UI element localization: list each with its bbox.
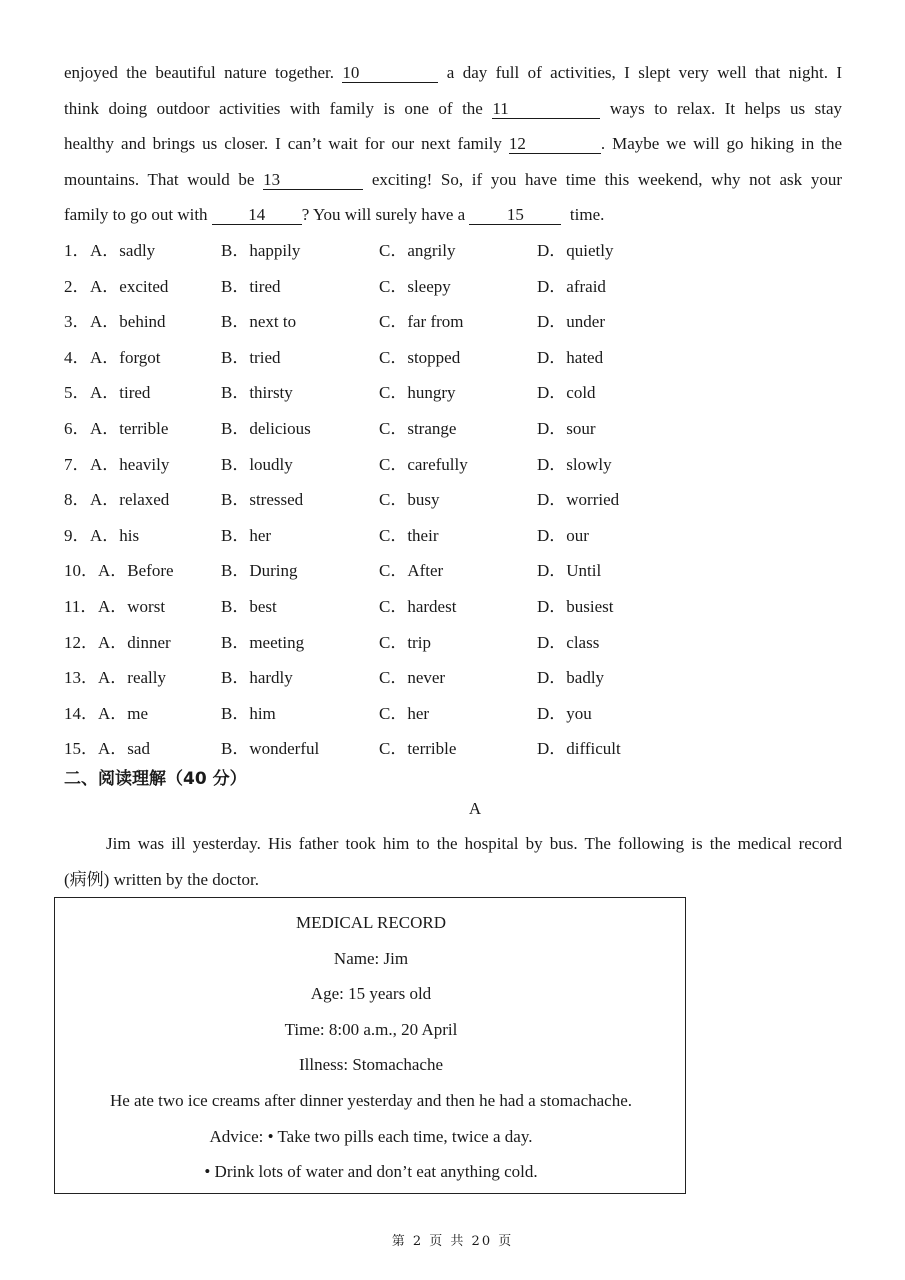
question-number: 8．	[64, 490, 90, 510]
blank-13: 13	[263, 171, 363, 190]
record-illness: Illness: Stomachache	[299, 1055, 443, 1074]
option-d: D．hated	[537, 347, 604, 367]
option-c: C．After	[379, 561, 444, 581]
option-d: D．busiest	[537, 597, 614, 616]
option-b: B．During	[221, 561, 298, 581]
option-d: D．class	[537, 632, 600, 652]
option-d: D．our	[537, 525, 589, 545]
option-c: C．terrible	[379, 739, 457, 759]
question-row	[64, 482, 844, 518]
option-b: B．tired	[221, 276, 281, 296]
question-number: 1．	[64, 241, 90, 260]
option-a: A．heavily	[90, 454, 170, 474]
option-a: A．terrible	[90, 419, 169, 438]
record-advice-1: Advice: • Take two pills each time, twice a day.	[209, 1127, 533, 1146]
passage-letter: A	[468, 799, 482, 818]
question-row	[64, 233, 844, 269]
option-d: D．cold	[537, 383, 596, 403]
option-b: B．stressed	[221, 490, 304, 510]
record-time: Time: 8:00 a.m., 20 April	[284, 1020, 458, 1039]
question-number: 14．	[64, 703, 98, 723]
option-d: D．quietly	[537, 241, 614, 260]
question-row	[64, 340, 844, 376]
record-title: MEDICAL RECORD	[295, 913, 446, 932]
option-b: B．wonderful	[221, 739, 320, 759]
section-title: 二、阅读理解（40 分）	[64, 769, 247, 789]
question-number: 12．	[64, 632, 98, 652]
question-row	[64, 696, 844, 732]
option-c: C．angrily	[379, 241, 456, 260]
reading-intro	[64, 826, 842, 897]
option-a: A．sad	[98, 739, 150, 759]
text: family to go out with	[64, 205, 208, 225]
option-a: A．dinner	[98, 632, 171, 652]
option-c: C．trip	[379, 632, 431, 652]
option-d: D．slowly	[537, 454, 612, 474]
option-c: C．never	[379, 668, 446, 688]
text: a day full of activities, I slept very well that night. I	[446, 63, 843, 82]
option-b: B．happily	[221, 241, 301, 260]
question-row	[64, 660, 844, 696]
record-name: Name: Jim	[333, 949, 409, 968]
option-b: B．best	[221, 597, 277, 616]
question-number: 5．	[64, 383, 90, 403]
question-number: 3．	[64, 312, 90, 332]
option-a: A．worst	[98, 597, 166, 616]
option-c: C．far from	[379, 312, 464, 332]
question-row	[64, 447, 844, 483]
option-d: D．worried	[537, 490, 620, 510]
option-b: B．delicious	[221, 419, 311, 438]
option-c: C．her	[379, 703, 430, 723]
option-d: D．afraid	[537, 276, 606, 296]
question-number: 7．	[64, 454, 90, 474]
text: mountains. That would be	[64, 169, 255, 189]
question-number: 13．	[64, 668, 98, 688]
option-b: B．her	[221, 525, 272, 545]
option-b: B．next to	[221, 312, 297, 332]
question-row	[64, 375, 844, 411]
option-b: B．him	[221, 703, 276, 723]
question-number: 9．	[64, 525, 90, 545]
option-d: D．difficult	[537, 739, 621, 759]
medical-record-box	[54, 897, 686, 1194]
option-c: C．busy	[379, 490, 440, 510]
option-b: B．tried	[221, 347, 281, 367]
option-b: B．thirsty	[221, 383, 293, 403]
intro-line-1: Jim was ill yesterday. His father took him to the hospital by bus. The following is the medical record	[106, 834, 842, 853]
record-age: Age: 15 years old	[310, 984, 432, 1003]
record-description: He ate two ice creams after dinner yesterday and then he had a stomachache.	[109, 1091, 633, 1110]
option-a: A．relaxed	[90, 490, 170, 510]
cloze-line-1	[64, 55, 842, 91]
text: ? You will surely have a	[301, 205, 466, 225]
blank-14: 14	[212, 206, 302, 225]
text: healthy and brings us closer. I can’t wait for our next family	[64, 134, 502, 154]
option-c: C．their	[379, 525, 439, 545]
option-c: C．stopped	[379, 347, 461, 367]
blank-10: 10	[342, 64, 438, 83]
option-c: C．strange	[379, 419, 457, 438]
question-row	[64, 411, 844, 447]
option-d: D．sour	[537, 419, 596, 438]
cloze-line-4	[64, 162, 842, 198]
option-b: B．loudly	[221, 454, 293, 474]
option-b: B．meeting	[221, 632, 305, 652]
page-footer: 第 2 页 共 20 页	[391, 1234, 514, 1249]
question-row	[64, 625, 844, 661]
option-b: B．hardly	[221, 668, 293, 688]
cloze-line-5	[64, 197, 842, 233]
question-row	[64, 269, 844, 305]
question-number: 10．	[64, 561, 98, 581]
question-number: 11．	[64, 597, 98, 616]
text: ways to relax. It helps us stay	[609, 98, 842, 118]
text: time.	[569, 205, 605, 225]
cloze-line-3	[64, 126, 842, 162]
option-c: C．carefully	[379, 454, 468, 474]
blank-15: 15	[469, 206, 561, 225]
option-c: C．hardest	[379, 597, 457, 616]
record-advice-2: • Drink lots of water and don’t eat anything cold.	[204, 1162, 538, 1181]
question-row	[64, 518, 844, 554]
option-a: A．behind	[90, 312, 166, 332]
blank-12: 12	[509, 135, 601, 154]
question-row	[64, 589, 844, 625]
text: enjoyed the beautiful nature together.	[64, 63, 335, 82]
option-c: C．sleepy	[379, 276, 451, 296]
text: exciting! So, if you have time this weekend, why not ask your	[371, 169, 842, 189]
option-a: A．me	[98, 703, 149, 723]
option-a: A．forgot	[90, 347, 161, 367]
option-a: A．sadly	[90, 241, 156, 260]
option-a: A．tired	[90, 383, 151, 403]
option-a: A．Before	[98, 561, 174, 581]
text: think doing outdoor activities with family is one of the	[64, 98, 483, 118]
question-number: 15．	[64, 739, 98, 759]
option-a: A．excited	[90, 276, 169, 296]
question-number: 6．	[64, 419, 90, 438]
option-a: A．really	[98, 668, 166, 688]
question-row	[64, 553, 844, 589]
text: . Maybe we will go hiking in the	[600, 134, 842, 154]
blank-11: 11	[492, 100, 600, 119]
option-d: D．you	[537, 703, 592, 723]
question-row	[64, 731, 844, 767]
option-c: C．hungry	[379, 383, 456, 403]
option-d: D．badly	[537, 668, 605, 688]
option-a: A．his	[90, 525, 140, 545]
cloze-passage	[64, 55, 842, 233]
question-number: 2．	[64, 276, 90, 296]
intro-line-2: (病例) written by the doctor.	[64, 869, 259, 889]
question-number: 4．	[64, 347, 90, 367]
option-d: D．under	[537, 312, 605, 332]
question-row	[64, 304, 844, 340]
cloze-line-2	[64, 91, 842, 127]
option-d: D．Until	[537, 561, 602, 581]
